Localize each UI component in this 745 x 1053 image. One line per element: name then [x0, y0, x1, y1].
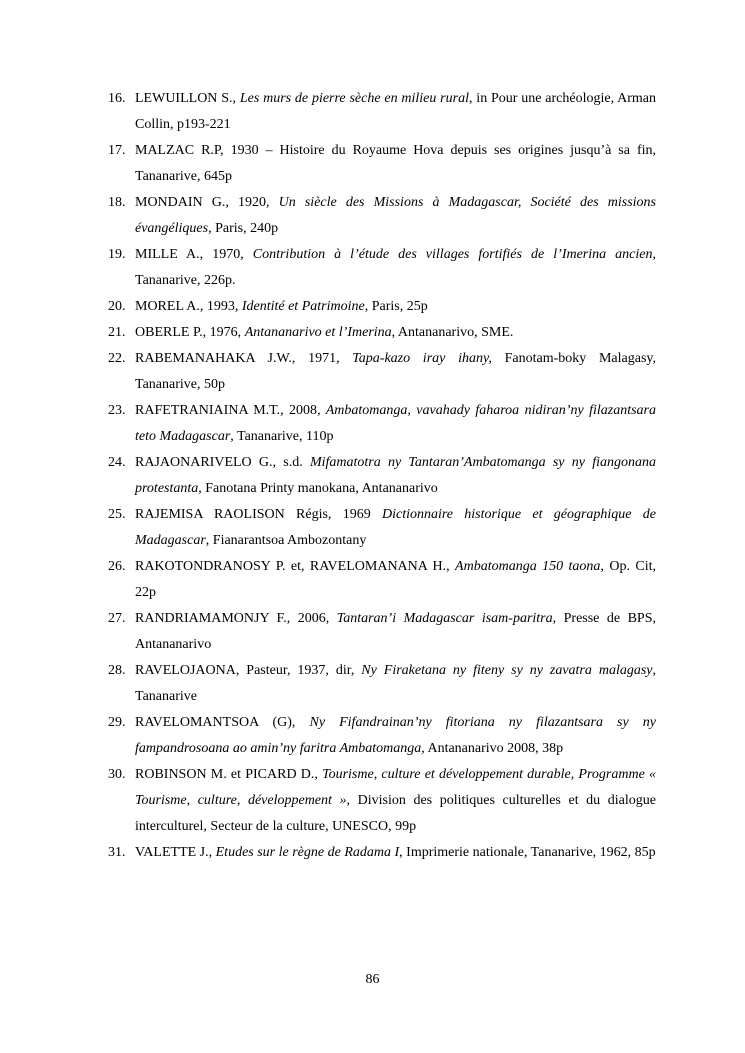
entry-title-italic: Tourisme, culture et développement durable, Programme « Tourisme, culture, développement » — [135, 767, 656, 808]
entry-title-italic: , Ambatomanga, vavahady faharoa nidiran’ny filazantsara teto Madagascar — [135, 403, 656, 444]
entry-text — [135, 840, 656, 866]
entry-text-segment: , Antananarivo 2008, 38p — [421, 741, 564, 756]
bibliography-entry — [108, 320, 656, 346]
entry-text-segment: MILLE A., 1970, — [135, 247, 253, 262]
entry-text-segment: , Imprimerie nationale, Tananarive, 1962, 85p — [399, 845, 656, 860]
bibliography-entry — [108, 554, 656, 606]
entry-title-italic: Les murs de pierre sèche en milieu rural — [239, 91, 469, 106]
entry-text-segment: , Tananarive — [135, 663, 656, 704]
entry-text-segment: OBERLE P., 1976, — [135, 325, 245, 340]
entry-number: 23. — [108, 403, 126, 418]
bibliography-list — [108, 86, 656, 866]
entry-text — [135, 346, 656, 398]
entry-text — [135, 710, 656, 762]
bibliography-entry — [108, 346, 656, 398]
entry-text-segment: RAJEMISA RAOLISON Régis, 1969 — [135, 507, 382, 522]
entry-number: 26. — [108, 559, 126, 574]
entry-text-segment: RAVELOMANTSOA (G), — [135, 715, 310, 730]
bibliography-entry — [108, 658, 656, 710]
bibliography-entry — [108, 242, 656, 294]
bibliography-entry — [108, 294, 656, 320]
entry-title-italic: Tapa-kazo iray ihany, — [352, 351, 492, 366]
entry-number: 28. — [108, 663, 126, 678]
entry-number: 16. — [108, 91, 126, 106]
entry-text — [135, 554, 656, 606]
entry-title-italic: Tantaran’i Madagascar isam-paritra — [336, 611, 553, 626]
entry-text — [135, 606, 656, 658]
bibliography-entry — [108, 606, 656, 658]
entry-text-segment: , Presse de BPS, Antananarivo — [135, 611, 656, 652]
bibliography-entry — [108, 710, 656, 762]
bibliography-entry — [108, 190, 656, 242]
entry-title-italic: Ny Fifandrainan’ny fitoriana ny filazantsara sy ny fampandrosoana ao amin’ny faritra Ambatomanga — [135, 715, 656, 756]
entry-text-segment: , Tananarive, 110p — [230, 429, 334, 444]
entry-text-segment: , Op. Cit, 22p — [135, 559, 656, 600]
bibliography-entry — [108, 86, 656, 138]
entry-text — [135, 190, 656, 242]
entry-title-italic: Ny Firaketana ny fiteny sy ny zavatra malagasy — [361, 663, 653, 678]
entry-text-segment: , in Pour une archéologie, Arman Collin, p193-221 — [135, 91, 657, 132]
entry-title-italic: Antananarivo et l’Imerina — [244, 325, 392, 340]
entry-text-segment: MOREL A., 1993, — [135, 299, 242, 314]
entry-number: 25. — [108, 507, 126, 522]
entry-text — [135, 242, 656, 294]
entry-text — [135, 762, 656, 840]
entry-text — [135, 502, 656, 554]
entry-text-segment: RANDRIAMAMONJY F., 2006, — [135, 611, 337, 626]
entry-title-italic: Contribution à l’étude des villages fortifiés de l’Imerina ancien — [252, 247, 653, 262]
entry-text — [135, 450, 656, 502]
entry-title-italic: Ambatomanga 150 taona — [455, 559, 601, 574]
entry-number: 29. — [108, 715, 126, 730]
entry-number: 20. — [108, 299, 126, 314]
entry-number: 21. — [108, 325, 126, 340]
entry-text-segment: , Paris, 25p — [364, 299, 428, 314]
entry-number: 22. — [108, 351, 126, 366]
entry-title-italic: Mifamatotra ny Tantaran’Ambatomanga sy ny fiangonana protestanta — [135, 455, 656, 496]
entry-title-italic: Identité et Patrimoine — [241, 299, 365, 314]
entry-number: 19. — [108, 247, 126, 262]
entry-text-segment: , Tananarive, 226p. — [135, 247, 657, 288]
entry-number: 31. — [108, 845, 126, 860]
bibliography-entry — [108, 502, 656, 554]
entry-text — [135, 398, 656, 450]
entry-text-segment: , Fianarantsoa Ambozontany — [205, 533, 367, 548]
entry-text-segment: RAKOTONDRANOSY P. et, RAVELOMANANA H., — [135, 559, 456, 574]
entry-text — [135, 658, 656, 710]
entry-text-segment: , Division des politiques culturelles et du dialogue interculturel, Secteur de la culture, UNESCO, 99p — [135, 793, 656, 834]
entry-number: 30. — [108, 767, 126, 782]
entry-text-segment: , Fanotana Printy manokana, Antananarivo — [198, 481, 438, 496]
entry-text-segment: MONDAIN G., 1920, — [135, 195, 279, 210]
entry-number: 24. — [108, 455, 126, 470]
entry-text-segment: ROBINSON M. et PICARD D., — [135, 767, 323, 782]
entry-text-segment: RAJAONARIVELO G., s.d. — [135, 455, 310, 470]
entry-text-segment: RAFETRANIAINA M.T., 2008 — [135, 403, 318, 418]
entry-title-italic: Dictionnaire historique et géographique de Madagascar — [135, 507, 656, 548]
entry-text — [135, 294, 656, 320]
entry-title-italic: Etudes sur le règne de Radama I — [215, 845, 400, 860]
bibliography-entry — [108, 840, 656, 866]
entry-text-segment: Fanotam-boky Malagasy, Tananarive, 50p — [135, 351, 656, 392]
entry-text-segment: MALZAC R.P, 1930 – Histoire du Royaume Hova depuis ses origines jusqu’à sa fin, Tananarive, 645p — [135, 143, 656, 184]
entry-text-segment: LEWUILLON S., — [135, 91, 240, 106]
entry-number: 18. — [108, 195, 126, 210]
entry-text-segment: RAVELOJAONA, Pasteur, 1937, dir, — [135, 663, 362, 678]
bibliography-entry — [108, 398, 656, 450]
bibliography-entry — [108, 450, 656, 502]
entry-text-segment: , Paris, 240p — [208, 221, 279, 236]
entry-number: 27. — [108, 611, 126, 626]
page-number: 86 — [365, 972, 380, 987]
bibliography-entry — [108, 138, 656, 190]
entry-title-italic: Un siècle des Missions à Madagascar, Société des missions évangéliques — [135, 195, 656, 236]
bibliography-entry — [108, 762, 656, 840]
entry-text — [135, 86, 656, 138]
entry-text — [135, 138, 656, 190]
entry-text-segment: VALETTE J., — [135, 845, 216, 860]
entry-text — [135, 320, 656, 346]
entry-text-segment: RABEMANAHAKA J.W., 1971, — [135, 351, 353, 366]
entry-number: 17. — [108, 143, 126, 158]
entry-text-segment: , Antananarivo, SME. — [391, 325, 514, 340]
